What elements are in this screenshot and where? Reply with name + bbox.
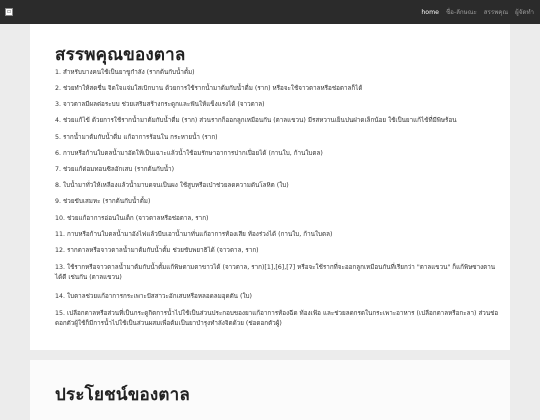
list-item: 15. เปลือกตาลหรือส่วนที่เป็นกระดูกิตการน้ำไปใช้เป็นส่วนประกอบของยาแก้อาการท้องฉีด ท้องเฟ้อ และช่วยลดกรดในกระเพาะอาหาร (เปลือกตาลหรือกะลา) ส่วนช่อดอกตัวผู้ใช้ก็มีการน้ำไปใช้เป็นส่วนผสมเพื่อต้มเป็นยาบำรุงทำลังจิตด้วย (ช่อดอกตัวผู้) (55, 310, 499, 327)
broken-image-icon[interactable]: ▫ (6, 8, 12, 15)
nav-link-authors[interactable]: ผู้จัดทำ (515, 9, 534, 16)
nav-link-properties[interactable]: สรรพคุณ (483, 9, 509, 16)
list-item: 12. รากตาลหรือจาวตาลน้ำมาต้มกับน้ำตั้ม ช่วยขับพยาธิได้ (จาวตาล, ราก) (55, 247, 259, 254)
list-item: 4. ช่วยแก้ไข้ ด้วยการใช้รากน้ำมาต้มกับน้ำดื่ม (ราก) ส่วนรากก็ออกลูกเหมือนกัน (ตาลแขวน) มีรสหวานเย็นปนฝาดเล็กน้อย ใช้เป็นยาแก้ไข้ที่มีพิษร้อน (55, 117, 457, 124)
nav-links (421, 0, 534, 24)
list-item: 10. ช่วยแก้อาการอ่อนในเด็ก (จาวตาลหรือช่อตาล, ราก) (55, 215, 209, 222)
list-item: 13. ใช้รากหรือจาวตาลน้ำมาต้มกับน้ำตั้มแก้พิษตามตาขาวได้ (จาวตาล, ราก)[1],[6],[7] หรือจะใช้รากที่จะออกลูกเหมือนกันที่เรียกว่า "ตาลแขวน" ก็แก้พิษซางตานได้ดี เช่นกัน (ตาลแขวน) (55, 264, 496, 281)
top-navbar (0, 0, 540, 24)
list-item: 8. ใบน้ำมาทั่วให้เหลืองแล้วน้ำมาบดจนเป็นผง ใช้สูบหรือเป่าช่วยลดความดันโลหิต (ใบ) (55, 182, 289, 189)
list-item: 14. ใบตาลช่วยแก้อาการกระเพาะปัสสาวะอักเสบหรือหลอดลมอุดตัน (ใบ) (55, 293, 252, 300)
list-item: 3. จาวตาลมีผลต่อระบบ ช่วยเสริมสร้างกระดูกและฟันให้แข็งแรงได้ (จาวตาล) (55, 101, 265, 108)
list-item: 6. กาบหรือก้านใบตลน้ำมาอัดให้เป็นเฉาะแล้วน้ำใช้อมรักษาอาการปากเปื่อยได้ (กานใบ, ก้านใบตล) (55, 150, 323, 157)
nav-link-home[interactable]: home (421, 8, 439, 16)
list-item: 9. ช่วยขับเสมหะ (รากต้นกับน้ำตั้ม) (55, 198, 151, 205)
list-item: 5. รากน้ำมาต้มกับน้ำดื่ม แก้อาการร้อนใน กระหายน้ำ (ราก) (55, 134, 218, 141)
list-item: 11. กาบหรือก้านใบตลน้ำมาอังไฟแล้วบีบเอาน้ำมาทั่นแก้อาการท้องเสีย ท้องร่วงได้ (กานใบ, ก้านใบตล) (55, 231, 333, 238)
list-item: 1. สำหรับบางคนใช้เป็นยาขูกำลัง (รากต้นกับน้ำตั้ม) (55, 69, 195, 76)
section-title-benefits: ประโยชน์ของตาล (55, 385, 191, 405)
list-item: 2. ช่วยทำให้สดชื่น จิตใจแจ่มใสเบิกบาน ด้วยการใช้รากน้ำมาต้มกับน้ำดื่ม (ราก) หรือจะใช้จาวตาลหรือช่อตาลก็ได้ (55, 85, 363, 92)
list-item: 7. ช่วยแก้ต่อมทอนซิลอักเสบ (รากต้นกับน้ำ) (55, 166, 175, 173)
section-title-properties: สรรพคุณของตาล (55, 45, 186, 65)
nav-link-name-characteristics[interactable]: ชื่อ-ลักษณะ (445, 9, 477, 16)
